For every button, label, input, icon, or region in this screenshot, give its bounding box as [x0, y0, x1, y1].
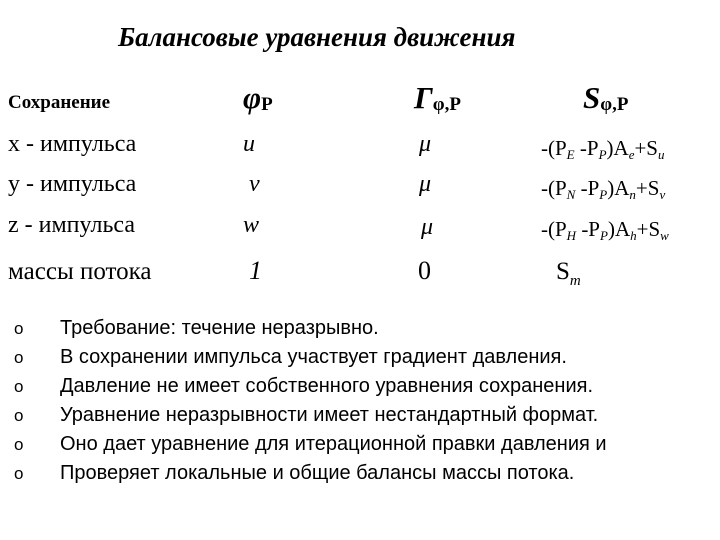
row-source-mass: $S_m$ — [556, 258, 581, 289]
row-label-x-momentum: x - импульса — [8, 131, 137, 157]
bullet-marker: o — [14, 348, 24, 367]
column-header-phi: $\varphi_P$ — [243, 80, 273, 115]
list-item: o Уравнение неразрывности имеет нестандартный формат. — [14, 401, 607, 430]
list-item: o Требование: течение неразрывно. — [14, 314, 607, 343]
row-label-mass-flow: массы потока — [8, 258, 152, 285]
bullet-marker: o — [14, 319, 24, 338]
column-header-gamma: $\Gamma_{\varphi,P}$ — [414, 80, 461, 115]
row-source-y: $-(P_N$ $-P_P)A_n+S_v$ — [541, 176, 666, 202]
bullet-marker: o — [14, 464, 24, 483]
row-source-x: $-(P_E$ $-P_P)A_e+S_u$ — [541, 136, 665, 162]
column-header-conservation: Сохранение — [8, 92, 111, 113]
bullet-marker: o — [14, 377, 24, 396]
row-variable-one: 1 — [249, 256, 262, 285]
list-item: o Проверяет локальные и общие балансы массы потока. — [14, 459, 607, 488]
row-source-z: $-(P_H$ $-P_P)A_h+S_w$ — [541, 217, 669, 243]
column-header-source: $S_{\varphi,P}$ — [583, 80, 629, 115]
bullet-marker: o — [14, 406, 24, 425]
row-variable-w: w — [243, 212, 260, 238]
row-gamma-z: μ — [421, 214, 434, 240]
row-gamma-x: μ — [419, 131, 432, 157]
row-gamma-y: μ — [419, 171, 432, 197]
list-item: o В сохранении импульса участвует градиент давления. — [14, 343, 607, 372]
bullet-list — [14, 314, 607, 488]
bullet-marker: o — [14, 435, 24, 454]
row-variable-v: v — [249, 171, 260, 197]
row-label-z-momentum: z - импульса — [8, 212, 135, 238]
row-label-y-momentum: y - импульса — [8, 171, 137, 197]
row-variable-u: u — [243, 131, 255, 157]
list-item: o Давление не имеет собственного уравнения сохранения. — [14, 372, 607, 401]
slide-title: Балансовые уравнения движения — [118, 22, 516, 52]
list-item: o Оно дает уравнение для итерационной правки давления и — [14, 430, 607, 459]
row-gamma-mass: 0 — [418, 256, 431, 285]
